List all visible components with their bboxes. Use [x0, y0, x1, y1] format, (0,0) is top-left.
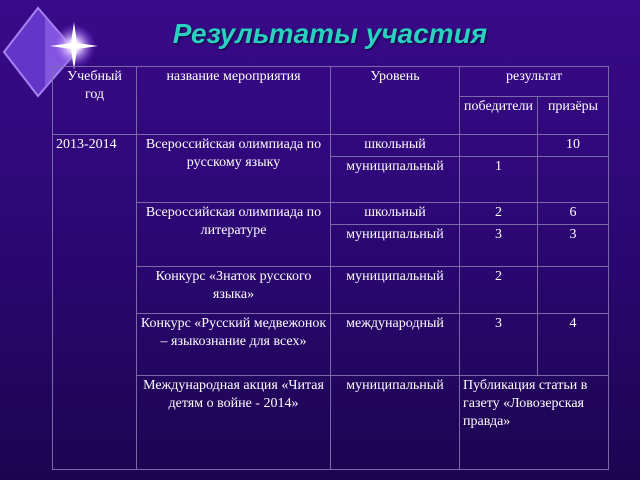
year-cell: 2013-2014 — [53, 135, 137, 470]
prizewinners-cell: 10 — [538, 135, 609, 157]
prizewinners-cell: 4 — [538, 313, 609, 375]
level-cell: школьный — [331, 135, 460, 157]
level-cell: муниципальный — [331, 225, 460, 267]
level-cell: муниципальный — [331, 375, 460, 469]
level-cell: муниципальный — [331, 157, 460, 203]
level-cell: школьный — [331, 203, 460, 225]
result-text-cell: Публикация статьи в газету «Ловозерская правда» — [460, 375, 609, 469]
prizewinners-cell — [538, 267, 609, 313]
header-event: название мероприятия — [137, 67, 331, 135]
header-result: результат — [460, 67, 609, 97]
event-cell: Всероссийская олимпиада по литературе — [137, 203, 331, 267]
level-cell: международный — [331, 313, 460, 375]
results-table — [52, 66, 609, 470]
header-prizewinners: призёры — [538, 97, 609, 135]
event-cell: Всероссийская олимпиада по русскому языку — [137, 135, 331, 203]
header-year: Учебный год — [53, 67, 137, 135]
event-cell: Конкурс «Русский медвежонок – языкознание для всех» — [137, 313, 331, 375]
winners-cell: 3 — [460, 313, 538, 375]
winners-cell: 3 — [460, 225, 538, 267]
level-cell: муниципальный — [331, 267, 460, 313]
event-cell: Конкурс «Знаток русского языка» — [137, 267, 331, 313]
winners-cell: 2 — [460, 267, 538, 313]
winners-cell — [460, 135, 538, 157]
prizewinners-cell: 6 — [538, 203, 609, 225]
prizewinners-cell: 3 — [538, 225, 609, 267]
prizewinners-cell — [538, 157, 609, 203]
winners-cell: 1 — [460, 157, 538, 203]
page-title: Результаты участия — [172, 18, 488, 49]
header-level: Уровень — [331, 67, 460, 135]
event-cell: Международная акция «Читая детям о войне - 2014» — [137, 375, 331, 469]
header-winners: победители — [460, 97, 538, 135]
winners-cell: 2 — [460, 203, 538, 225]
